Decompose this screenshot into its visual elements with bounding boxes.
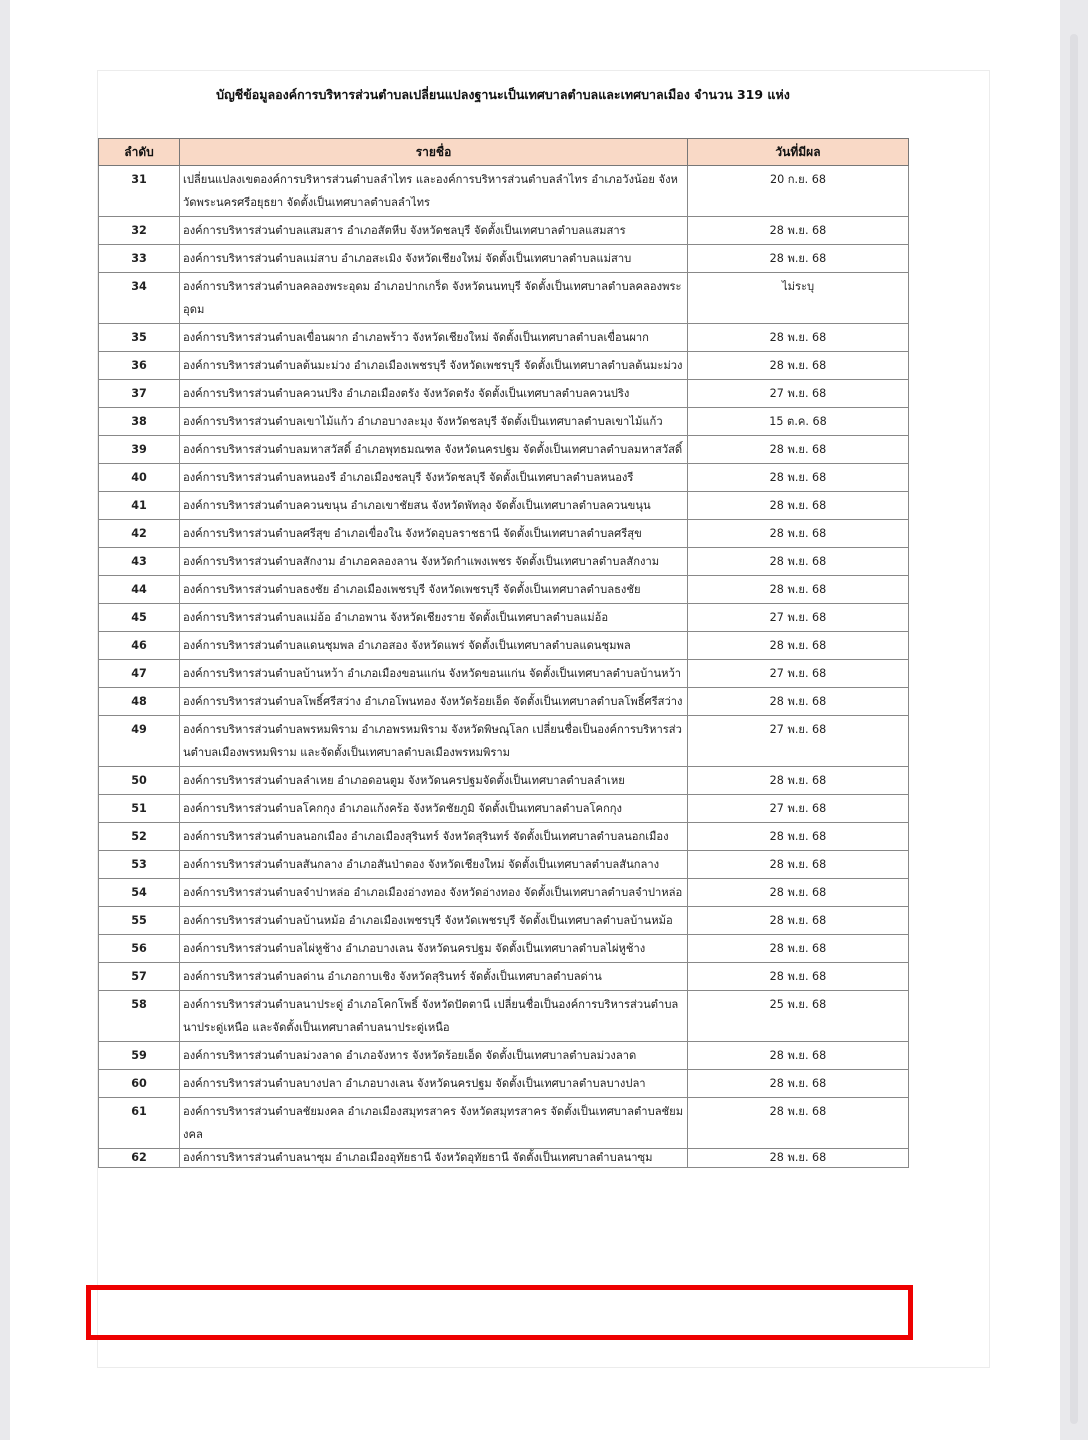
- row-name: องค์การบริหารส่วนตำบลนอกเมือง อำเภอเมืองสุรินทร์ จังหวัดสุรินทร์ จัดตั้งเป็นเทศบาลตำบลนอกเมือง: [180, 823, 688, 851]
- row-date: 28 พ.ย. 68: [688, 935, 909, 963]
- table-row: [99, 767, 909, 795]
- row-name: องค์การบริหารส่วนตำบลแดนชุมพล อำเภอสอง จังหวัดแพร่ จัดตั้งเป็นเทศบาลตำบลแดนชุมพล: [180, 632, 688, 660]
- table-row: [99, 352, 909, 380]
- row-name: องค์การบริหารส่วนตำบลแสมสาร อำเภอสัตหีบ จังหวัดชลบุรี จัดตั้งเป็นเทศบาลตำบลแสมสาร: [180, 217, 688, 245]
- row-highlight-box: [86, 1285, 913, 1340]
- row-number: 57: [99, 963, 180, 991]
- table-row: [99, 604, 909, 632]
- row-date: 27 พ.ย. 68: [688, 604, 909, 632]
- table-row: [99, 991, 909, 1042]
- row-number: 46: [99, 632, 180, 660]
- row-date: 28 พ.ย. 68: [688, 352, 909, 380]
- row-date: 28 พ.ย. 68: [688, 492, 909, 520]
- row-name: องค์การบริหารส่วนตำบลนาซุม อำเภอเมืองอุทัยธานี จังหวัดอุทัยธานี จัดตั้งเป็นเทศบาลตำบลนาซุม: [180, 1149, 688, 1168]
- table-row: [99, 436, 909, 464]
- row-name: องค์การบริหารส่วนตำบลไผ่หูช้าง อำเภอบางเลน จังหวัดนครปฐม จัดตั้งเป็นเทศบาลตำบลไผ่หูช้าง: [180, 935, 688, 963]
- row-number: 38: [99, 408, 180, 436]
- table-row: [99, 688, 909, 716]
- table-row: [99, 963, 909, 991]
- scrollbar[interactable]: [1070, 34, 1078, 1424]
- row-number: 52: [99, 823, 180, 851]
- row-name: องค์การบริหารส่วนตำบลโพธิ์ศรีสว่าง อำเภอโพนทอง จังหวัดร้อยเอ็ด จัดตั้งเป็นเทศบาลตำบลโพธิ์ศรีสว่าง: [180, 688, 688, 716]
- table-row: [99, 879, 909, 907]
- row-number: 59: [99, 1042, 180, 1070]
- row-date: 28 พ.ย. 68: [688, 688, 909, 716]
- row-number: 41: [99, 492, 180, 520]
- row-name: องค์การบริหารส่วนตำบลพรหมพิราม อำเภอพรหมพิราม จังหวัดพิษณุโลก เปลี่ยนชื่อเป็นองค์การบริหารส่วนตำบลเมืองพรหมพิราม และจัดตั้งเป็นเทศบาลตำบลเมืองพรหมพิราม: [180, 716, 688, 767]
- row-date: 28 พ.ย. 68: [688, 245, 909, 273]
- row-date: 28 พ.ย. 68: [688, 520, 909, 548]
- row-date: 28 พ.ย. 68: [688, 1149, 909, 1168]
- row-name: องค์การบริหารส่วนตำบลธงชัย อำเภอเมืองเพชรบุรี จังหวัดเพชรบุรี จัดตั้งเป็นเทศบาลตำบลธงชัย: [180, 576, 688, 604]
- row-number: 56: [99, 935, 180, 963]
- table-row: [99, 166, 909, 217]
- table-row: [99, 273, 909, 324]
- table-row: [99, 1070, 909, 1098]
- table-row: [99, 245, 909, 273]
- row-number: 33: [99, 245, 180, 273]
- row-date: 28 พ.ย. 68: [688, 767, 909, 795]
- row-date: 28 พ.ย. 68: [688, 1098, 909, 1149]
- table-row: [99, 1042, 909, 1070]
- table-row: [99, 935, 909, 963]
- table-row: [99, 464, 909, 492]
- table-row: [99, 716, 909, 767]
- row-name: องค์การบริหารส่วนตำบลเขื่อนผาก อำเภอพร้าว จังหวัดเชียงใหม่ จัดตั้งเป็นเทศบาลตำบลเขื่อนผาก: [180, 324, 688, 352]
- row-name: องค์การบริหารส่วนตำบลชัยมงคล อำเภอเมืองสมุทรสาคร จังหวัดสมุทรสาคร จัดตั้งเป็นเทศบาลตำบลชัยมงคล: [180, 1098, 688, 1149]
- row-name: องค์การบริหารส่วนตำบลม่วงลาด อำเภอจังหาร จังหวัดร้อยเอ็ด จัดตั้งเป็นเทศบาลตำบลม่วงลาด: [180, 1042, 688, 1070]
- table-row: [99, 907, 909, 935]
- row-number: 51: [99, 795, 180, 823]
- row-date: 28 พ.ย. 68: [688, 464, 909, 492]
- row-name: องค์การบริหารส่วนตำบลศรีสุข อำเภอเขื่องใน จังหวัดอุบลราชธานี จัดตั้งเป็นเทศบาลตำบลศรีสุข: [180, 520, 688, 548]
- table-header-row: [99, 139, 909, 166]
- row-number: 35: [99, 324, 180, 352]
- row-date: 20 ก.ย. 68: [688, 166, 909, 217]
- table-row: [99, 548, 909, 576]
- row-name: เปลี่ยนแปลงเขตองค์การบริหารส่วนตำบลลำไทร และองค์การบริหารส่วนตำบลลำไทร อำเภอวังน้อย จังหวัดพระนครศรีอยุธยา จัดตั้งเป็นเทศบาลตำบลลำไทร: [180, 166, 688, 217]
- row-number: 45: [99, 604, 180, 632]
- table-row: [99, 217, 909, 245]
- row-number: 44: [99, 576, 180, 604]
- table-row: [99, 380, 909, 408]
- document-page: [97, 70, 990, 1368]
- row-date: 28 พ.ย. 68: [688, 1070, 909, 1098]
- table-row: [99, 1098, 909, 1149]
- row-number: 60: [99, 1070, 180, 1098]
- row-name: องค์การบริหารส่วนตำบลด่าน อำเภอกาบเชิง จังหวัดสุรินทร์ จัดตั้งเป็นเทศบาลตำบลด่าน: [180, 963, 688, 991]
- row-name: องค์การบริหารส่วนตำบลลำเหย อำเภอดอนตูม จังหวัดนครปฐมจัดตั้งเป็นเทศบาลตำบลลำเหย: [180, 767, 688, 795]
- row-date: 27 พ.ย. 68: [688, 660, 909, 688]
- row-number: 32: [99, 217, 180, 245]
- row-name: องค์การบริหารส่วนตำบลบางปลา อำเภอบางเลน จังหวัดนครปฐม จัดตั้งเป็นเทศบาลตำบลบางปลา: [180, 1070, 688, 1098]
- row-number: 48: [99, 688, 180, 716]
- row-name: องค์การบริหารส่วนตำบลแม่สาบ อำเภอสะเมิง จังหวัดเชียงใหม่ จัดตั้งเป็นเทศบาลตำบลแม่สาบ: [180, 245, 688, 273]
- row-name: องค์การบริหารส่วนตำบลแม่อ้อ อำเภอพาน จังหวัดเชียงราย จัดตั้งเป็นเทศบาลตำบลแม่อ้อ: [180, 604, 688, 632]
- data-table: [98, 138, 909, 1168]
- row-number: 47: [99, 660, 180, 688]
- table-row: [99, 632, 909, 660]
- table-row: [99, 408, 909, 436]
- row-date: 15 ต.ค. 68: [688, 408, 909, 436]
- row-name: องค์การบริหารส่วนตำบลมหาสวัสดิ์ อำเภอพุทธมณฑล จังหวัดนครปฐม จัดตั้งเป็นเทศบาลตำบลมหาสวัสดิ์: [180, 436, 688, 464]
- row-date: 27 พ.ย. 68: [688, 380, 909, 408]
- row-name: องค์การบริหารส่วนตำบลหนองรี อำเภอเมืองชลบุรี จังหวัดชลบุรี จัดตั้งเป็นเทศบาลตำบลหนองรี: [180, 464, 688, 492]
- row-date: 25 พ.ย. 68: [688, 991, 909, 1042]
- table-row: [99, 795, 909, 823]
- row-number: 36: [99, 352, 180, 380]
- table-row: [99, 324, 909, 352]
- column-header-name: รายชื่อ: [180, 139, 688, 166]
- row-number: 37: [99, 380, 180, 408]
- table-row: [99, 520, 909, 548]
- row-date: 28 พ.ย. 68: [688, 879, 909, 907]
- row-name: องค์การบริหารส่วนตำบลเขาไม้แก้ว อำเภอบางละมุง จังหวัดชลบุรี จัดตั้งเป็นเทศบาลตำบลเขาไม้แก้ว: [180, 408, 688, 436]
- row-name: องค์การบริหารส่วนตำบลบ้านหม้อ อำเภอเมืองเพชรบุรี จังหวัดเพชรบุรี จัดตั้งเป็นเทศบาลตำบลบ้านหม้อ: [180, 907, 688, 935]
- row-name: องค์การบริหารส่วนตำบลจำปาหล่อ อำเภอเมืองอ่างทอง จังหวัดอ่างทอง จัดตั้งเป็นเทศบาลตำบลจำปาหล่อ: [180, 879, 688, 907]
- row-name: องค์การบริหารส่วนตำบลควนขนุน อำเภอเขาชัยสน จังหวัดพัทลุง จัดตั้งเป็นเทศบาลตำบลควนขนุน: [180, 492, 688, 520]
- row-number: 34: [99, 273, 180, 324]
- row-number: 61: [99, 1098, 180, 1149]
- row-number: 43: [99, 548, 180, 576]
- row-number: 31: [99, 166, 180, 217]
- table-body: [99, 166, 909, 1168]
- row-name: องค์การบริหารส่วนตำบลนาประดู่ อำเภอโคกโพธิ์ จังหวัดปัตตานี เปลี่ยนชื่อเป็นองค์การบริหารส่วนตำบลนาประดู่เหนือ และจัดตั้งเป็นเทศบาลตำบลนาประดู่เหนือ: [180, 991, 688, 1042]
- table-row: [99, 576, 909, 604]
- column-header-no: ลำดับ: [99, 139, 180, 166]
- row-number: 62: [99, 1149, 180, 1168]
- row-date: 28 พ.ย. 68: [688, 324, 909, 352]
- row-date: 28 พ.ย. 68: [688, 907, 909, 935]
- row-number: 55: [99, 907, 180, 935]
- row-date: 28 พ.ย. 68: [688, 436, 909, 464]
- row-date: ไม่ระบุ: [688, 273, 909, 324]
- row-number: 53: [99, 851, 180, 879]
- row-date: 28 พ.ย. 68: [688, 851, 909, 879]
- row-number: 58: [99, 991, 180, 1042]
- row-date: 27 พ.ย. 68: [688, 795, 909, 823]
- row-number: 50: [99, 767, 180, 795]
- row-name: องค์การบริหารส่วนตำบลต้นมะม่วง อำเภอเมืองเพชรบุรี จังหวัดเพชรบุรี จัดตั้งเป็นเทศบาลตำบลต้นมะม่วง: [180, 352, 688, 380]
- row-number: 49: [99, 716, 180, 767]
- row-number: 54: [99, 879, 180, 907]
- table-row: [99, 851, 909, 879]
- row-name: องค์การบริหารส่วนตำบลคลองพระอุดม อำเภอปากเกร็ด จังหวัดนนทบุรี จัดตั้งเป็นเทศบาลตำบลคลองพระอุดม: [180, 273, 688, 324]
- table-row: [99, 1149, 909, 1168]
- table-row: [99, 492, 909, 520]
- row-number: 39: [99, 436, 180, 464]
- table-row: [99, 660, 909, 688]
- row-date: 27 พ.ย. 68: [688, 716, 909, 767]
- table-row: [99, 823, 909, 851]
- row-date: 28 พ.ย. 68: [688, 1042, 909, 1070]
- row-date: 28 พ.ย. 68: [688, 217, 909, 245]
- row-date: 28 พ.ย. 68: [688, 823, 909, 851]
- row-name: องค์การบริหารส่วนตำบลโคกกุง อำเภอแก้งคร้อ จังหวัดชัยภูมิ จัดตั้งเป็นเทศบาลตำบลโคกกุง: [180, 795, 688, 823]
- row-date: 28 พ.ย. 68: [688, 963, 909, 991]
- row-name: องค์การบริหารส่วนตำบลสันกลาง อำเภอสันป่าตอง จังหวัดเชียงใหม่ จัดตั้งเป็นเทศบาลตำบลสันกลาง: [180, 851, 688, 879]
- row-number: 42: [99, 520, 180, 548]
- row-date: 28 พ.ย. 68: [688, 548, 909, 576]
- row-name: องค์การบริหารส่วนตำบลสักงาม อำเภอคลองลาน จังหวัดกำแพงเพชร จัดตั้งเป็นเทศบาลตำบลสักงาม: [180, 548, 688, 576]
- document-title: บัญชีข้อมูลองค์การบริหารส่วนตำบลเปลี่ยนแปลงฐานะเป็นเทศบาลตำบลและเทศบาลเมือง จำนวน 319 แห่ง: [216, 87, 790, 102]
- row-name: องค์การบริหารส่วนตำบลบ้านหว้า อำเภอเมืองขอนแก่น จังหวัดขอนแก่น จัดตั้งเป็นเทศบาลตำบลบ้านหว้า: [180, 660, 688, 688]
- row-number: 40: [99, 464, 180, 492]
- row-date: 28 พ.ย. 68: [688, 632, 909, 660]
- row-name: องค์การบริหารส่วนตำบลควนปริง อำเภอเมืองตรัง จังหวัดตรัง จัดตั้งเป็นเทศบาลตำบลควนปริง: [180, 380, 688, 408]
- column-header-date: วันที่มีผล: [688, 139, 909, 166]
- row-date: 28 พ.ย. 68: [688, 576, 909, 604]
